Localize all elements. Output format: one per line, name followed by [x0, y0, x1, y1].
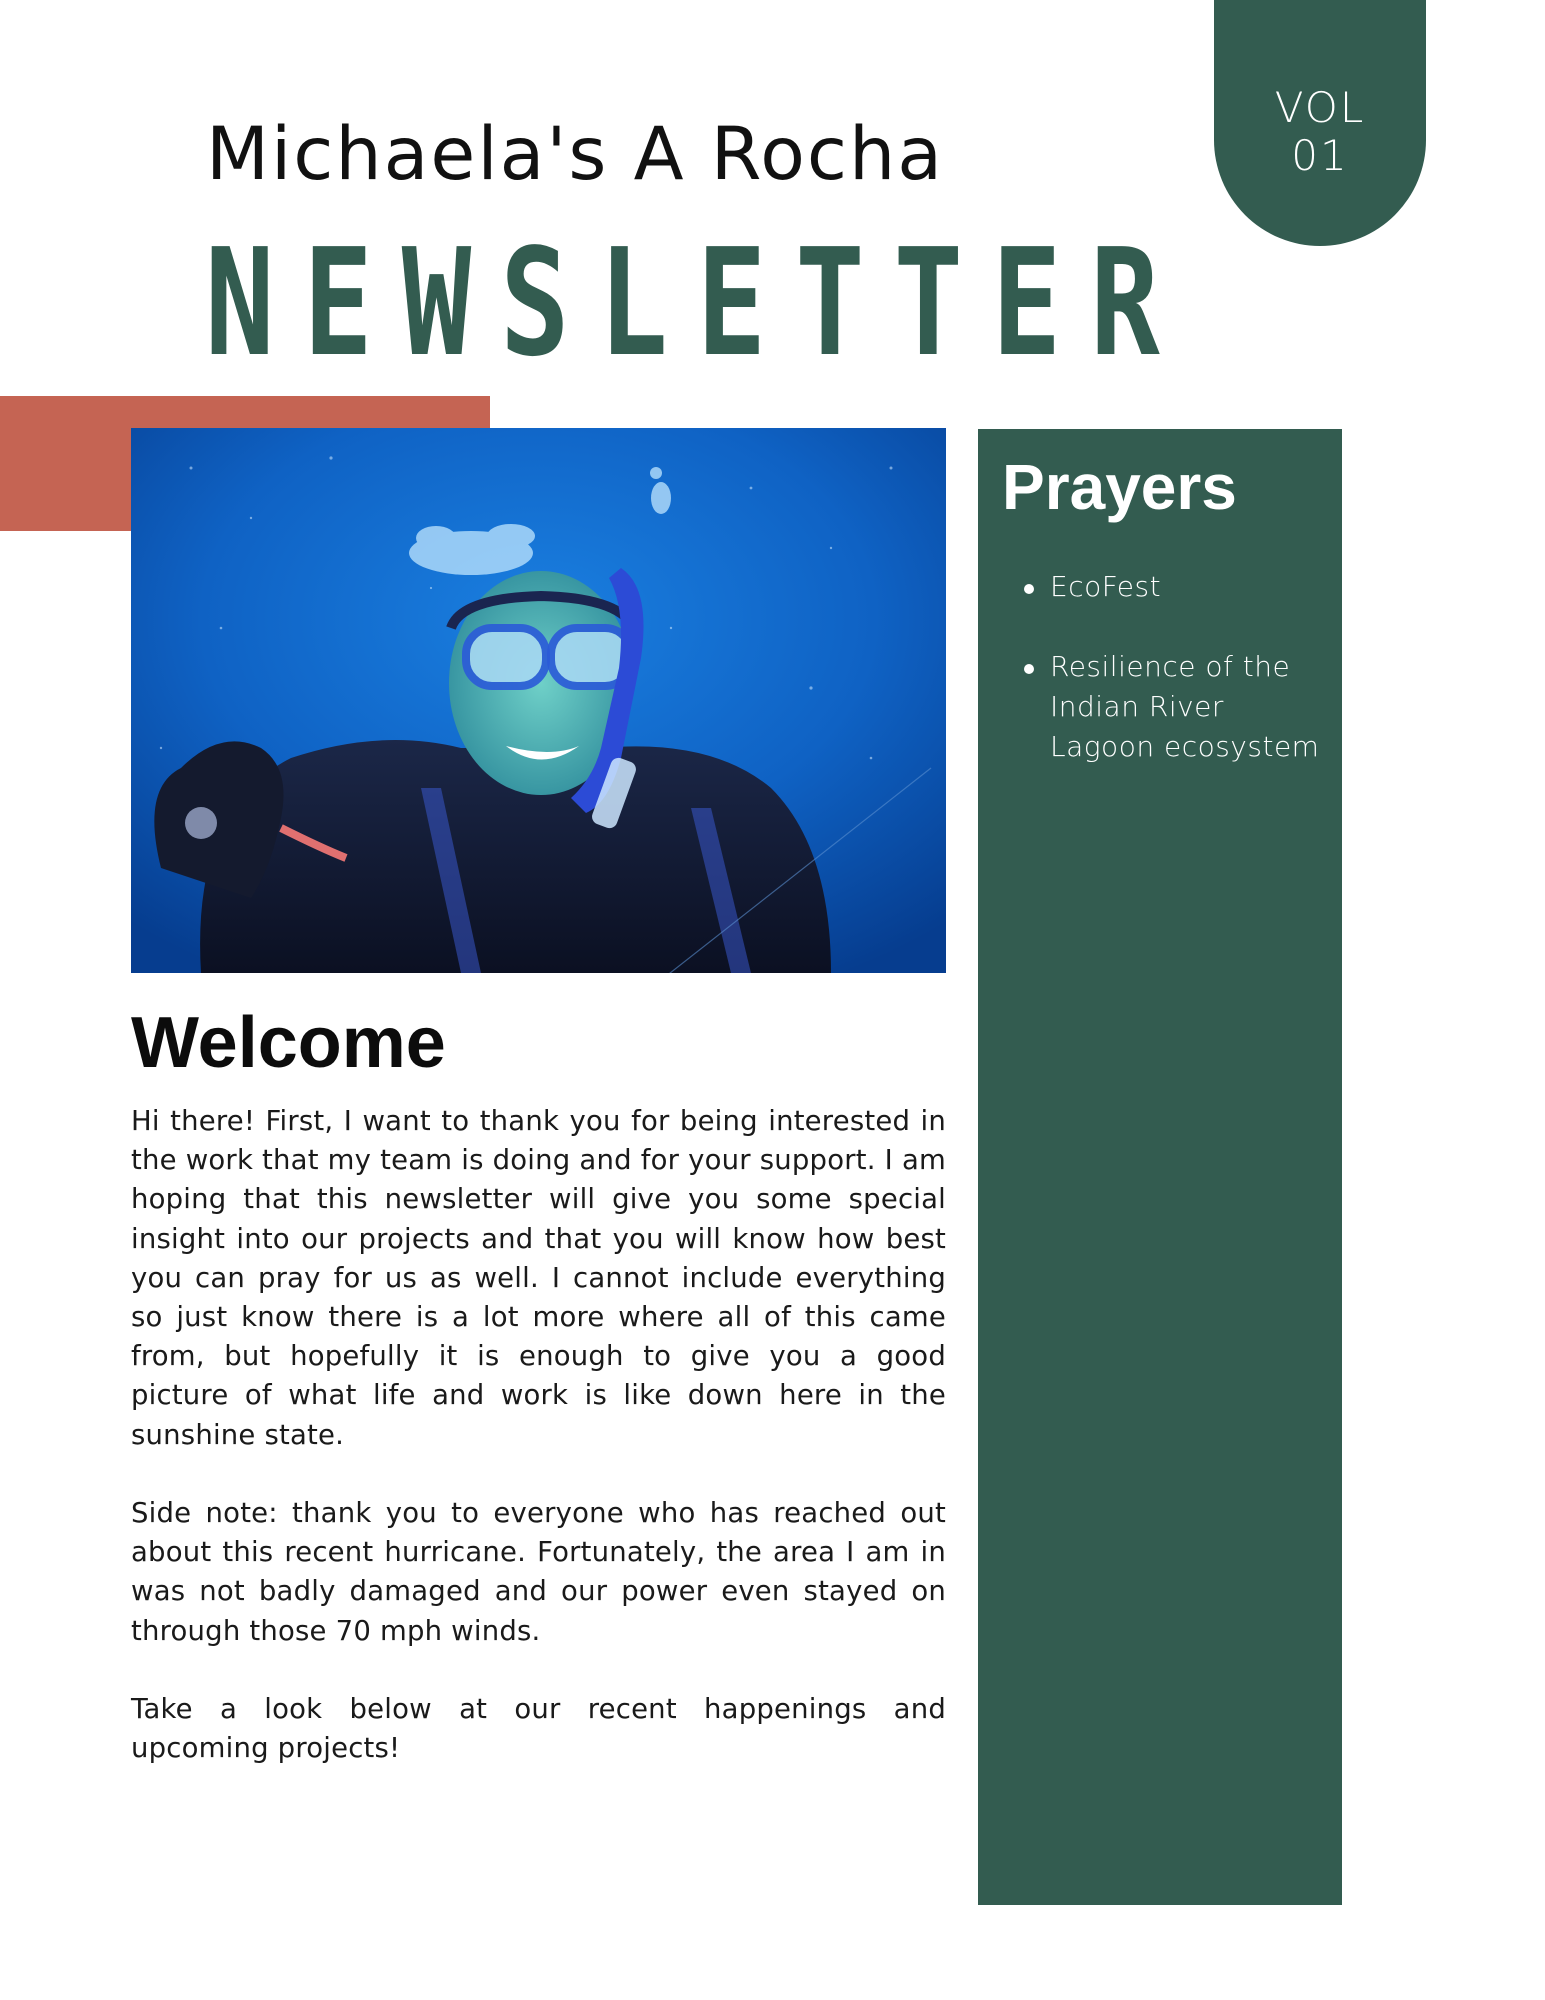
welcome-heading: Welcome	[131, 1003, 446, 1083]
closing-paragraph: Take a look below at our recent happenings and upcoming projects!	[131, 1693, 946, 1765]
prayer-item	[1024, 647, 1320, 767]
scuba-diver-photo	[131, 428, 946, 973]
volume-number: 01	[1291, 131, 1349, 180]
prayer-item-label: Resilience of the Indian River Lagoon ecosystem	[1050, 650, 1320, 763]
side-note-paragraph: Side note: thank you to everyone who has reached out about this recent hurricane. Fortunately, the area I am in was not badly damaged and our power even stayed on through those 70 mph winds.	[131, 1497, 946, 1647]
volume-label: VOL	[1274, 83, 1366, 132]
bullet-icon	[1024, 584, 1034, 594]
prayers-heading: Prayers	[1002, 451, 1237, 523]
prayer-item	[1024, 567, 1320, 607]
bullet-icon	[1024, 664, 1034, 674]
newsletter-author-title: Michaela's A Rocha	[206, 112, 945, 197]
prayer-item-label: EcoFest	[1050, 570, 1162, 603]
prayers-sidebar	[978, 429, 1342, 1905]
welcome-body	[131, 1102, 946, 1808]
welcome-paragraph: Hi there! First, I want to thank you for being interested in the work that my team is doing and for your support. I am hoping that this newsletter will give you some special insight into our projects and that you will know how best you can pray for us as well. I cannot include everything so just know there is a lot more where all of this came from, but hopefully it is enough to give you a good picture of what life and work is like down here in the sunshine state.	[131, 1105, 946, 1451]
volume-badge	[1214, 0, 1426, 246]
newsletter-title: NEWSLETTER	[205, 217, 1189, 389]
prayers-list	[1002, 567, 1320, 767]
